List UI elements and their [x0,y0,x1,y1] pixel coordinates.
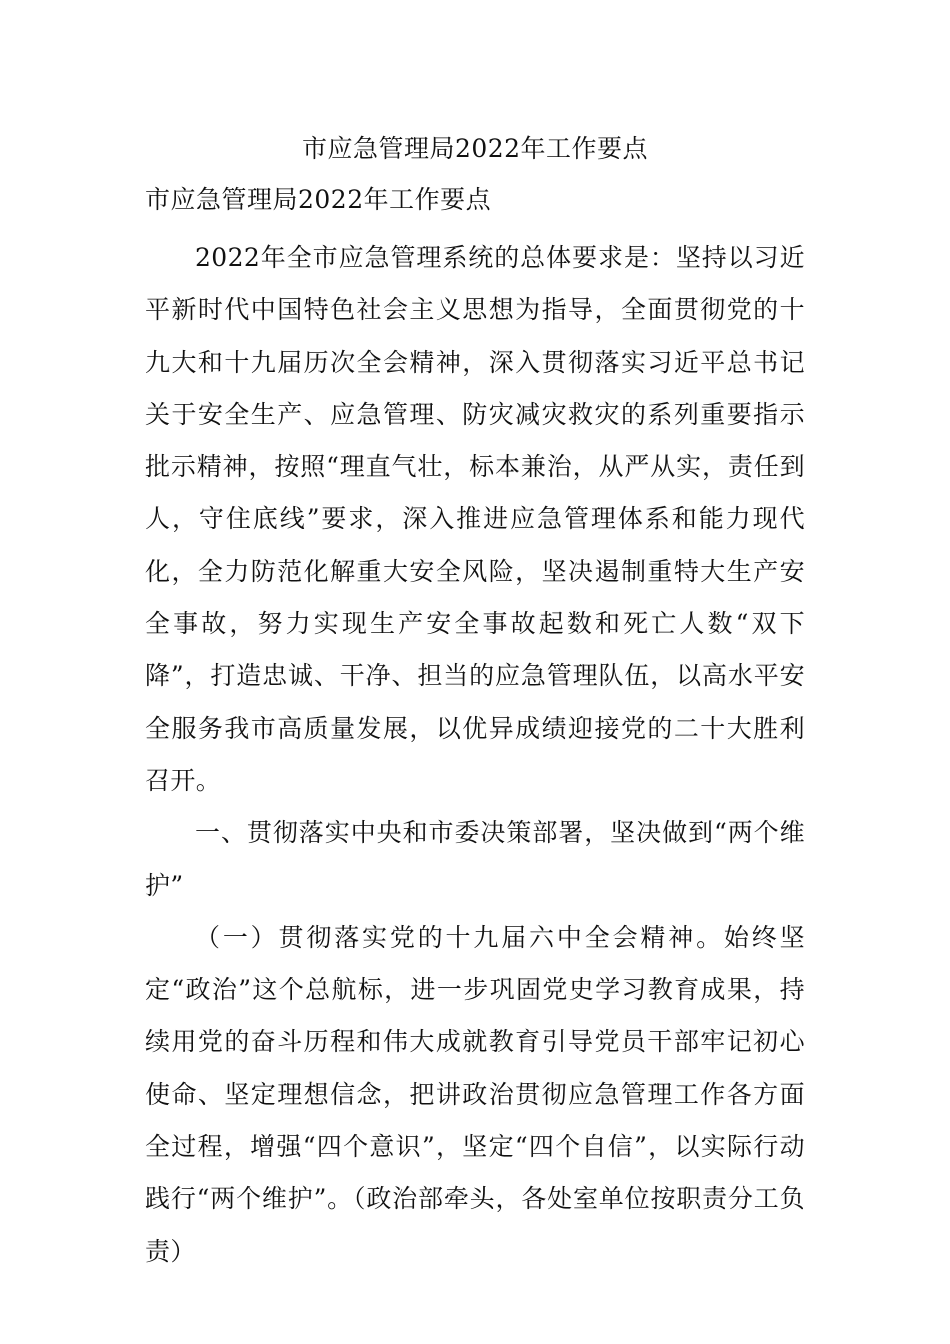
document-title: 市应急管理局2022年工作要点 [301,134,649,163]
document-subtitle: 市应急管理局2022年工作要点 [145,185,492,214]
paragraph-general-requirements: 2022年全市应急管理系统的总体要求是：坚持以习近平新时代中国特色社会主义思想为指导，全面贯彻党的十九大和十九届历次全会精神，深入贯彻落实习近平总书记关于安全生产、应急管理、防灾减灾救灾的系列重要指示批示精神，按照“理直气壮，标本兼治，从严从实，责任到人，守住底线”要求，深入推进应急管理体系和能力现代化，全力防范化解重大安全风险，坚决遏制重特大生产安全事故，努力实现生产安全事故起数和死亡人数“双下降”，打造忠诚、干净、担当的应急管理队伍，以高水平安全服务我市高质量发展，以优异成绩迎接党的二十大胜利召开。 [145,243,805,795]
paragraph-item-1: （一）贯彻落实党的十九届六中全会精神。始终坚定“政治”这个总航标，进一步巩固党史学习教育成果，持续用党的奋斗历程和伟大成就教育引导党员干部牢记初心使命、坚定理想信念，把讲政治贯彻应急管理工作各方面全过程，增强“四个意识”，坚定“四个自信”，以实际行动践行“两个维护”。（政治部牵头，各处室单位按职责分工负责） [145,922,805,1266]
section-heading-1: 一、贯彻落实中央和市委决策部署，坚决做到“两个维护” [145,818,805,900]
document-body [145,232,805,1278]
